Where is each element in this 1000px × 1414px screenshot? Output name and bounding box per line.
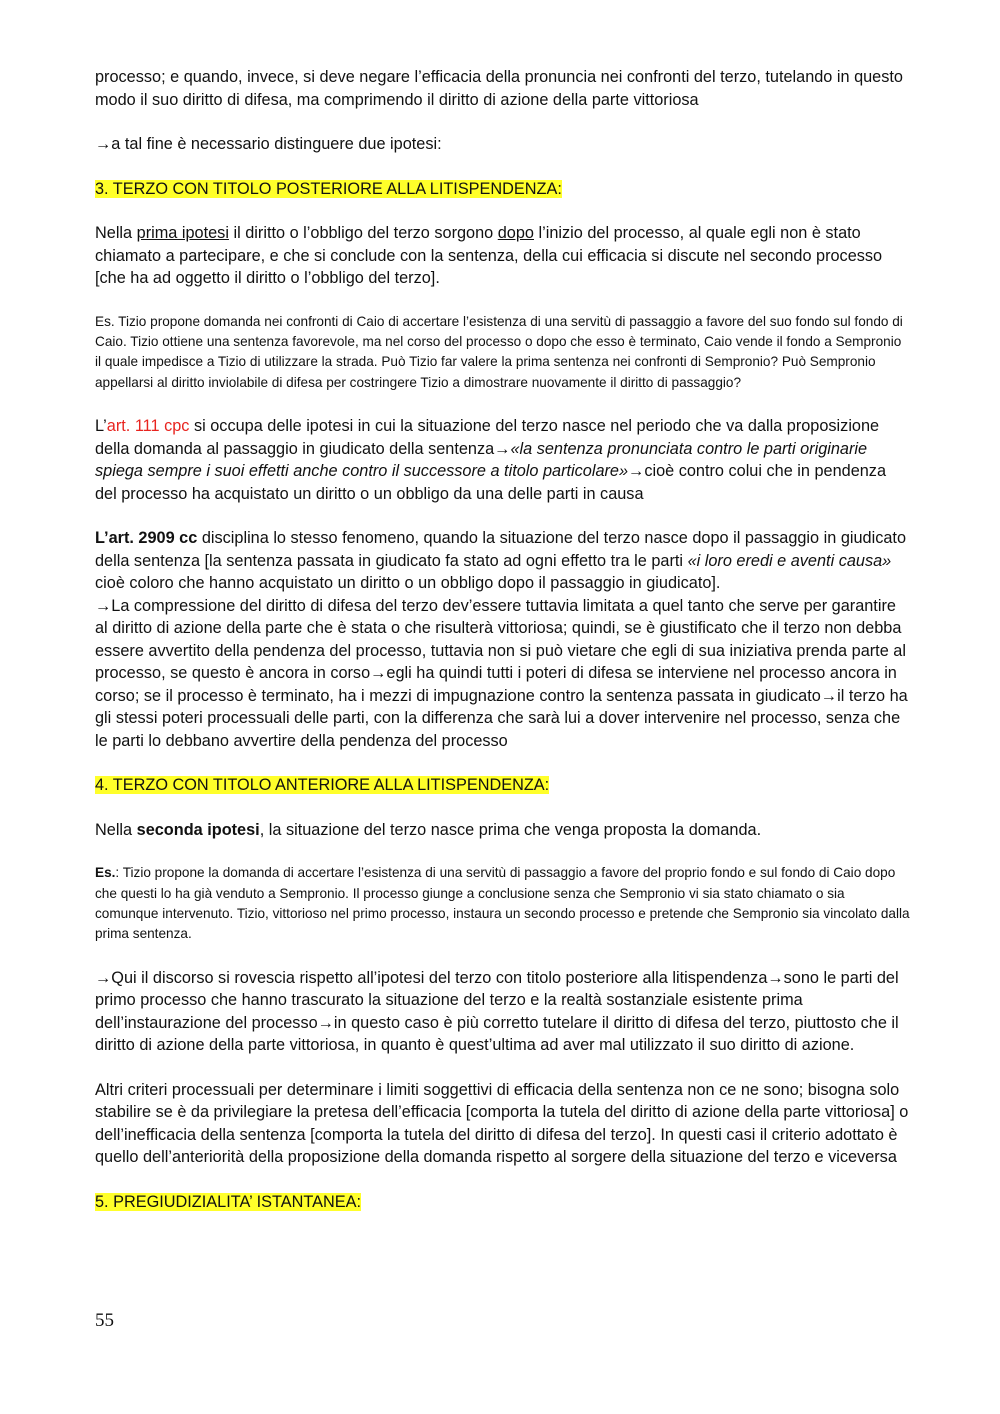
- heading-section-4: [95, 774, 910, 797]
- section-5-title: 5. PREGIUDIZIALITA’ ISTANTANEA:: [95, 1192, 361, 1211]
- text-run: cioè coloro che hanno acquistato un diritto o un obbligo dopo il passaggio in giudicato].: [95, 574, 721, 593]
- quote-eredi: «i loro eredi e aventi causa»: [687, 551, 892, 570]
- heading-section-3: [95, 178, 910, 201]
- quote-art-111: «la sentenza pronunciata contro le parti originarie spiega sempre i suoi effetti anche contro il successore a titolo particolare»: [95, 439, 868, 481]
- bold-seconda-ipotesi: seconda ipotesi: [136, 820, 260, 839]
- bold-es: Es.: [95, 865, 116, 881]
- paragraph-first-hypothesis: [95, 222, 910, 290]
- example-2: [95, 863, 910, 945]
- paragraph-reversal: →Qui il discorso si rovescia rispetto all’ipotesi del terzo con titolo posteriore alla litispendenza→sono le parti del primo processo che hanno trascurato la situazione del terzo e la realtà sostanziale esistente prima dell’instaurazione del processo→in questo caso è più corretto tutelare il diritto di difesa del terzo, piuttosto che il diritto di azione della parte vittoriosa, in quanto è quest’ultima ad aver mal utilizzato il suo diritto di azione.: [95, 968, 899, 1055]
- text-run: L’: [95, 417, 107, 436]
- bold-art-2909-cc: L’art. 2909 cc: [95, 529, 198, 548]
- example-1: Es. Tizio propone domanda nei confronti di Caio di accertare l’esistenza di una servitù di passaggio a favore del suo fondo sul fondo di Caio. Tizio ottiene una sentenza favorevole, ma nel corso del processo o dopo che esso è terminato, Caio vende il fondo a Sempronio il quale impedisce a Tizio di utilizzare la strada. Può Tizio far valere la prima sentenza nei confronti di Sempronio? Può Sempronio appellarsi al diritto inviolabile di difesa per costringere Tizio a dimostrare nuovamente il diritto di passaggio?: [95, 313, 903, 390]
- text-run: →cioè contro colui che in pendenza del processo ha acquistato un diritto o un obbligo da una delle parti in causa: [95, 462, 886, 503]
- text-run: : Tizio propone la domanda di accertare l’esistenza di una servitù di passaggio a favore del proprio fondo e sul fondo di Caio dopo che questi lo ha già venduto a Sempronio. Il processo giunge a conclusione senza che Sempronio vi sia stato chiamato o sia comunque intervenuto. Tizio, vittorioso nel primo processo, instaura un secondo processo e pretende che Sempronio sia vincolato dalla prima sentenza.: [95, 865, 910, 942]
- reference-art-111-cpc: art. 111 cpc: [106, 417, 190, 436]
- paragraph-art-111: [95, 415, 910, 505]
- text-run: il diritto o l’obbligo del terzo sorgono: [228, 224, 498, 242]
- underlined-dopo: dopo: [497, 224, 534, 242]
- paragraph-intro: processo; e quando, invece, si deve negare l’efficacia della pronuncia nei confronti del terzo, tutelando in questo modo il suo diritto di difesa, ma comprimendo il diritto di azione della parte vittoriosa: [95, 68, 903, 109]
- underlined-prima-ipotesi: prima ipotesi: [136, 224, 229, 242]
- section-3-title: 3. TERZO CON TITOLO POSTERIORE ALLA LITISPENDENZA:: [95, 179, 562, 198]
- heading-section-5: [95, 1191, 910, 1214]
- text-run: disciplina lo stesso fenomeno, quando la situazione del terzo nasce dopo il passaggio in giudicato della sentenza [la sentenza passata in giudicato fa stato ad ogni effetto tra le parti: [95, 529, 906, 570]
- text-run: Nella: [95, 224, 137, 242]
- paragraph-two-hypotheses: →a tal fine è necessario distinguere due ipotesi:: [95, 135, 442, 153]
- text-run: Nella: [95, 820, 137, 839]
- paragraph-second-hypothesis: [95, 819, 910, 842]
- page-number: 55: [95, 1310, 114, 1331]
- paragraph-other-criteria: Altri criteri processuali per determinare i limiti soggettivi di efficacia della sentenza non ce ne sono; bisogna solo stabilire se è da privilegiare la pretesa dell’efficacia [comporta la tutela del diritto di azione della parte vittoriosa] o dell’inefficacia della sentenza [comporta la tutela del diritto di difesa del terzo]. In questi casi il criterio adottato è quello dell’anteriorità della proposizione della domanda rispetto al sorgere della situazione del terzo e viceversa: [95, 1080, 909, 1167]
- document-page: [95, 66, 910, 1213]
- text-run: l’inizio del processo, al quale egli non è stato chiamato a partecipare, e che si conclude con la sentenza, della cui efficacia si discute nel secondo processo [che ha ad oggetto il diritto o l’obbligo del terzo].: [95, 224, 883, 287]
- paragraph-art-2909: [95, 527, 910, 752]
- text-run: , la situazione del terzo nasce prima che venga proposta la domanda.: [259, 820, 762, 839]
- text-run: si occupa delle ipotesi in cui la situazione del terzo nasce nel periodo che va dalla proposizione della domanda al passaggio in giudicato della sentenza→: [95, 417, 880, 458]
- section-4-title: 4. TERZO CON TITOLO ANTERIORE ALLA LITISPENDENZA:: [95, 776, 550, 795]
- text-run: →La compressione del diritto di difesa del terzo dev’essere tuttavia limitata a quel tanto che serve per garantire al diritto di azione della parte che è stata o che risulterà vittoriosa; quindi, se è giustificato che il terzo non debba essere avvertito della pendenza del processo, tuttavia non si può vietare che egli di sua iniziativa prenda parte al processo, se questo è ancora in corso→egli ha quindi tutti i poteri di difesa se interviene nel processo ancora in corso; se il processo è terminato, ha i mezzi di impugnazione contro la sentenza passata in giudicato→il terzo ha gli stessi poteri processuali delle parti, con la differenza che sarà lui a dover intervenire nel processo, senza che le parti lo debbano avvertire della pendenza del processo: [95, 596, 908, 750]
